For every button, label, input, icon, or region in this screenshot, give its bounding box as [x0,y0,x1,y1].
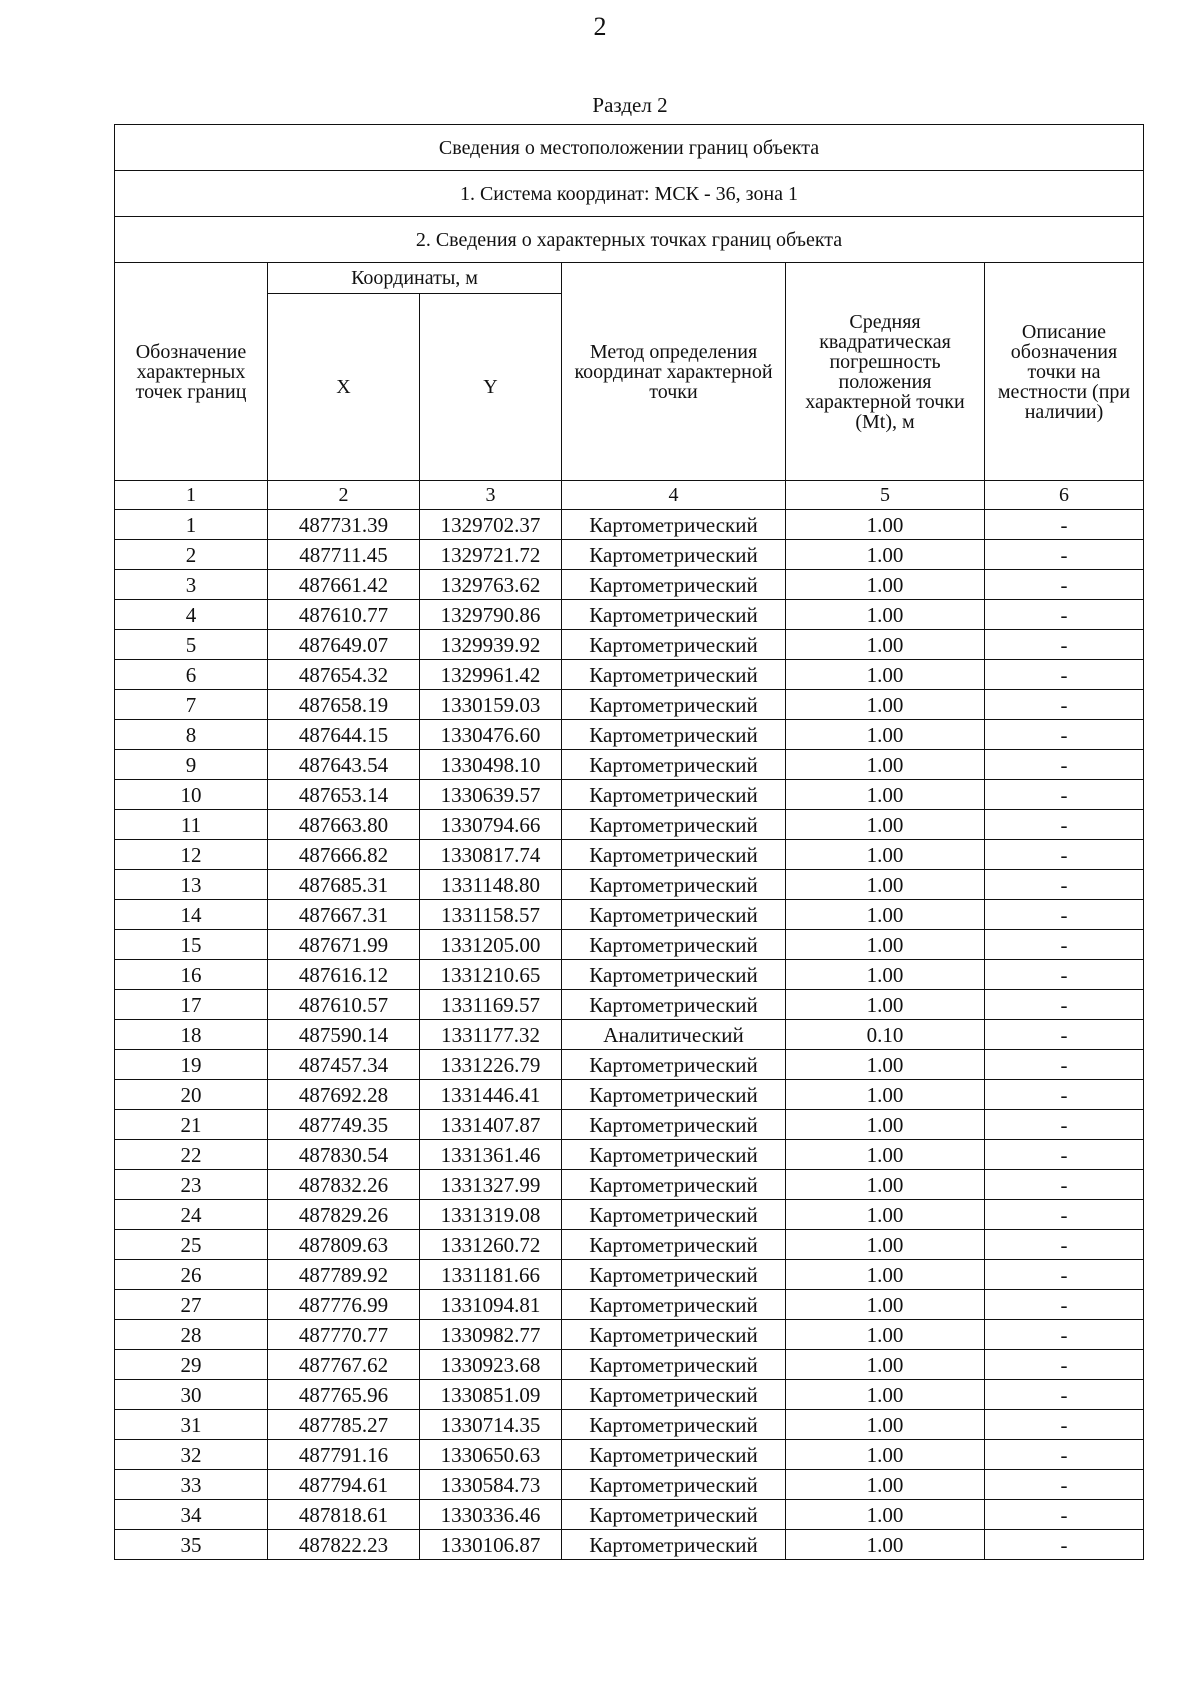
table-row [115,1080,1144,1110]
x-coordinate-cell: 487794.61 [268,1470,420,1500]
x-coordinate-cell: 487610.77 [268,600,420,630]
method-cell: Картометрический [562,1170,786,1200]
x-coordinate-cell: 487770.77 [268,1320,420,1350]
method-cell: Картометрический [562,1380,786,1410]
table-row [115,960,1144,990]
table-row [115,840,1144,870]
description-cell: - [985,780,1144,810]
accuracy-cell: 1.00 [786,570,985,600]
description-cell: - [985,840,1144,870]
method-cell: Картометрический [562,810,786,840]
point-number-cell: 9 [115,750,268,780]
method-cell: Картометрический [562,600,786,630]
y-coordinate-cell: 1330817.74 [420,840,562,870]
table-row [115,570,1144,600]
accuracy-cell: 1.00 [786,720,985,750]
point-number-cell: 30 [115,1380,268,1410]
point-number-cell: 19 [115,1050,268,1080]
accuracy-cell: 1.00 [786,780,985,810]
description-cell: - [985,1110,1144,1140]
accuracy-cell: 1.00 [786,660,985,690]
point-number-cell: 27 [115,1290,268,1320]
x-coordinate-cell: 487692.28 [268,1080,420,1110]
method-cell: Картометрический [562,1500,786,1530]
x-coordinate-cell: 487767.62 [268,1350,420,1380]
section-title: Раздел 2 [592,93,668,117]
description-cell: - [985,510,1144,540]
table-row [115,1350,1144,1380]
x-coordinate-cell: 487830.54 [268,1140,420,1170]
point-number-cell: 17 [115,990,268,1020]
point-number-cell: 3 [115,570,268,600]
header-x: X [268,294,420,481]
x-coordinate-cell: 487791.16 [268,1440,420,1470]
x-coordinate-cell: 487658.19 [268,690,420,720]
method-cell: Картометрический [562,1470,786,1500]
point-number-cell: 4 [115,600,268,630]
table-row [115,600,1144,630]
table-row [115,720,1144,750]
table-row [115,540,1144,570]
table-row [115,900,1144,930]
y-coordinate-cell: 1329702.37 [420,510,562,540]
accuracy-cell: 1.00 [786,960,985,990]
description-cell: - [985,690,1144,720]
description-cell: - [985,1230,1144,1260]
description-cell: - [985,930,1144,960]
method-cell: Картометрический [562,630,786,660]
table-row [115,1530,1144,1560]
method-cell: Картометрический [562,1530,786,1560]
points-section-text: 2. Сведения о характерных точках границ объекта [115,217,1144,263]
description-cell: - [985,1320,1144,1350]
accuracy-cell: 1.00 [786,1260,985,1290]
x-coordinate-cell: 487653.14 [268,780,420,810]
accuracy-cell: 1.00 [786,1500,985,1530]
method-cell: Картометрический [562,1260,786,1290]
column-number: 1 [115,481,268,510]
method-cell: Картометрический [562,750,786,780]
accuracy-cell: 1.00 [786,870,985,900]
x-coordinate-cell: 487822.23 [268,1530,420,1560]
point-number-cell: 16 [115,960,268,990]
x-coordinate-cell: 487685.31 [268,870,420,900]
method-cell: Аналитический [562,1020,786,1050]
method-cell: Картометрический [562,1110,786,1140]
method-cell: Картометрический [562,1050,786,1080]
point-number-cell: 18 [115,1020,268,1050]
y-coordinate-cell: 1329939.92 [420,630,562,660]
description-cell: - [985,1410,1144,1440]
accuracy-cell: 1.00 [786,1380,985,1410]
point-number-cell: 24 [115,1200,268,1230]
description-cell: - [985,1200,1144,1230]
accuracy-cell: 1.00 [786,930,985,960]
table-title: Сведения о местоположении границ объекта [115,125,1144,171]
column-number: 2 [268,481,420,510]
accuracy-cell: 1.00 [786,750,985,780]
description-cell: - [985,1260,1144,1290]
y-coordinate-cell: 1330584.73 [420,1470,562,1500]
x-coordinate-cell: 487785.27 [268,1410,420,1440]
x-coordinate-cell: 487654.32 [268,660,420,690]
y-coordinate-cell: 1331181.66 [420,1260,562,1290]
method-cell: Картометрический [562,1290,786,1320]
coord-system-text: 1. Система координат: МСК - 36, зона 1 [115,171,1144,217]
point-number-cell: 20 [115,1080,268,1110]
method-cell: Картометрический [562,900,786,930]
accuracy-cell: 1.00 [786,1110,985,1140]
accuracy-cell: 1.00 [786,1350,985,1380]
x-coordinate-cell: 487667.31 [268,900,420,930]
x-coordinate-cell: 487643.54 [268,750,420,780]
description-cell: - [985,1380,1144,1410]
method-cell: Картометрический [562,780,786,810]
y-coordinate-cell: 1329721.72 [420,540,562,570]
description-cell: - [985,870,1144,900]
description-cell: - [985,1170,1144,1200]
description-cell: - [985,720,1144,750]
method-cell: Картометрический [562,570,786,600]
x-coordinate-cell: 487818.61 [268,1500,420,1530]
method-cell: Картометрический [562,690,786,720]
point-number-cell: 26 [115,1260,268,1290]
accuracy-cell: 1.00 [786,600,985,630]
point-number-cell: 23 [115,1170,268,1200]
point-number-cell: 10 [115,780,268,810]
coord-system-row [115,171,1144,217]
method-cell: Картометрический [562,1140,786,1170]
accuracy-cell: 0.10 [786,1020,985,1050]
table-row [115,1020,1144,1050]
description-cell: - [985,1080,1144,1110]
y-coordinate-cell: 1330336.46 [420,1500,562,1530]
column-number: 3 [420,481,562,510]
table-row [115,990,1144,1020]
description-cell: - [985,900,1144,930]
x-coordinate-cell: 487649.07 [268,630,420,660]
accuracy-cell: 1.00 [786,1140,985,1170]
table-row [115,1170,1144,1200]
y-coordinate-cell: 1330714.35 [420,1410,562,1440]
point-number-cell: 25 [115,1230,268,1260]
point-number-cell: 34 [115,1500,268,1530]
y-coordinate-cell: 1331361.46 [420,1140,562,1170]
point-number-cell: 13 [115,870,268,900]
header-method: Метод определения координат характерной точки [562,263,786,481]
description-cell: - [985,1140,1144,1170]
description-cell: - [985,540,1144,570]
y-coordinate-cell: 1329790.86 [420,600,562,630]
point-number-cell: 29 [115,1350,268,1380]
point-number-cell: 21 [115,1110,268,1140]
table-row [115,780,1144,810]
y-coordinate-cell: 1331446.41 [420,1080,562,1110]
x-coordinate-cell: 487776.99 [268,1290,420,1320]
column-number: 4 [562,481,786,510]
table-row [115,1410,1144,1440]
description-cell: - [985,990,1144,1020]
description-cell: - [985,1020,1144,1050]
point-number-cell: 14 [115,900,268,930]
y-coordinate-cell: 1331407.87 [420,1110,562,1140]
accuracy-cell: 1.00 [786,1200,985,1230]
table-row [115,750,1144,780]
point-number-cell: 35 [115,1530,268,1560]
x-coordinate-cell: 487711.45 [268,540,420,570]
accuracy-cell: 1.00 [786,840,985,870]
method-cell: Картометрический [562,990,786,1020]
point-number-cell: 28 [115,1320,268,1350]
x-coordinate-cell: 487616.12 [268,960,420,990]
header-accuracy: Средняя квадратическая погрешность положения характерной точки (Mt), м [786,263,985,481]
table-row [115,1380,1144,1410]
x-coordinate-cell: 487666.82 [268,840,420,870]
y-coordinate-cell: 1330498.10 [420,750,562,780]
x-coordinate-cell: 487644.15 [268,720,420,750]
table-row [115,1110,1144,1140]
point-number-cell: 6 [115,660,268,690]
header-row-1 [115,263,1144,294]
y-coordinate-cell: 1331177.32 [420,1020,562,1050]
point-number-cell: 33 [115,1470,268,1500]
x-coordinate-cell: 487663.80 [268,810,420,840]
accuracy-cell: 1.00 [786,1320,985,1350]
y-coordinate-cell: 1330982.77 [420,1320,562,1350]
header-coords: Координаты, м [268,263,562,294]
y-coordinate-cell: 1330159.03 [420,690,562,720]
table-row [115,1440,1144,1470]
boundary-points-table [114,124,1144,1560]
table-row [115,1320,1144,1350]
x-coordinate-cell: 487749.35 [268,1110,420,1140]
y-coordinate-cell: 1330639.57 [420,780,562,810]
x-coordinate-cell: 487457.34 [268,1050,420,1080]
table-row [115,870,1144,900]
point-number-cell: 2 [115,540,268,570]
accuracy-cell: 1.00 [786,1410,985,1440]
accuracy-cell: 1.00 [786,810,985,840]
x-coordinate-cell: 487590.14 [268,1020,420,1050]
description-cell: - [985,750,1144,780]
table-title-row [115,125,1144,171]
method-cell: Картометрический [562,1410,786,1440]
description-cell: - [985,630,1144,660]
point-number-cell: 8 [115,720,268,750]
table-row [115,1230,1144,1260]
table-row [115,810,1144,840]
y-coordinate-cell: 1330851.09 [420,1380,562,1410]
table-row [115,1200,1144,1230]
table-row [115,1140,1144,1170]
description-cell: - [985,600,1144,630]
point-number-cell: 12 [115,840,268,870]
accuracy-cell: 1.00 [786,1290,985,1320]
accuracy-cell: 1.00 [786,1170,985,1200]
table-row [115,1500,1144,1530]
table-row [115,930,1144,960]
y-coordinate-cell: 1331205.00 [420,930,562,960]
y-coordinate-cell: 1331327.99 [420,1170,562,1200]
accuracy-cell: 1.00 [786,1440,985,1470]
y-coordinate-cell: 1331148.80 [420,870,562,900]
point-number-cell: 32 [115,1440,268,1470]
description-cell: - [985,660,1144,690]
description-cell: - [985,1530,1144,1560]
method-cell: Картометрический [562,930,786,960]
column-number: 5 [786,481,985,510]
accuracy-cell: 1.00 [786,990,985,1020]
description-cell: - [985,810,1144,840]
method-cell: Картометрический [562,1080,786,1110]
x-coordinate-cell: 487731.39 [268,510,420,540]
column-number-row [115,481,1144,510]
y-coordinate-cell: 1331210.65 [420,960,562,990]
accuracy-cell: 1.00 [786,510,985,540]
y-coordinate-cell: 1331226.79 [420,1050,562,1080]
method-cell: Картометрический [562,840,786,870]
table-row [115,1290,1144,1320]
description-cell: - [985,1500,1144,1530]
point-number-cell: 11 [115,810,268,840]
table-row [115,510,1144,540]
table-row [115,690,1144,720]
description-cell: - [985,1470,1144,1500]
method-cell: Картометрический [562,660,786,690]
x-coordinate-cell: 487765.96 [268,1380,420,1410]
method-cell: Картометрический [562,1440,786,1470]
method-cell: Картометрический [562,1230,786,1260]
table-row [115,630,1144,660]
y-coordinate-cell: 1331158.57 [420,900,562,930]
accuracy-cell: 1.00 [786,630,985,660]
y-coordinate-cell: 1329763.62 [420,570,562,600]
description-cell: - [985,570,1144,600]
y-coordinate-cell: 1330650.63 [420,1440,562,1470]
x-coordinate-cell: 487671.99 [268,930,420,960]
accuracy-cell: 1.00 [786,1050,985,1080]
accuracy-cell: 1.00 [786,1470,985,1500]
table-row [115,660,1144,690]
method-cell: Картометрический [562,510,786,540]
method-cell: Картометрический [562,540,786,570]
header-description: Описание обозначения точки на местности (при наличии) [985,263,1144,481]
column-number: 6 [985,481,1144,510]
x-coordinate-cell: 487832.26 [268,1170,420,1200]
table-row [115,1260,1144,1290]
x-coordinate-cell: 487809.63 [268,1230,420,1260]
description-cell: - [985,1350,1144,1380]
point-number-cell: 5 [115,630,268,660]
y-coordinate-cell: 1330476.60 [420,720,562,750]
method-cell: Картометрический [562,1200,786,1230]
header-y: Y [420,294,562,481]
method-cell: Картометрический [562,1350,786,1380]
y-coordinate-cell: 1331094.81 [420,1290,562,1320]
point-number-cell: 22 [115,1140,268,1170]
accuracy-cell: 1.00 [786,1230,985,1260]
y-coordinate-cell: 1331260.72 [420,1230,562,1260]
method-cell: Картометрический [562,960,786,990]
x-coordinate-cell: 487829.26 [268,1200,420,1230]
accuracy-cell: 1.00 [786,1530,985,1560]
point-number-cell: 1 [115,510,268,540]
description-cell: - [985,1440,1144,1470]
point-number-cell: 15 [115,930,268,960]
accuracy-cell: 1.00 [786,1080,985,1110]
x-coordinate-cell: 487789.92 [268,1260,420,1290]
y-coordinate-cell: 1330923.68 [420,1350,562,1380]
header-point: Обозначение характерных точек границ [115,263,268,481]
method-cell: Картометрический [562,870,786,900]
y-coordinate-cell: 1329961.42 [420,660,562,690]
accuracy-cell: 1.00 [786,540,985,570]
description-cell: - [985,1290,1144,1320]
accuracy-cell: 1.00 [786,690,985,720]
description-cell: - [985,1050,1144,1080]
accuracy-cell: 1.00 [786,900,985,930]
table-row [115,1050,1144,1080]
method-cell: Картометрический [562,1320,786,1350]
description-cell: - [985,960,1144,990]
y-coordinate-cell: 1330794.66 [420,810,562,840]
y-coordinate-cell: 1331169.57 [420,990,562,1020]
x-coordinate-cell: 487610.57 [268,990,420,1020]
points-section-row [115,217,1144,263]
y-coordinate-cell: 1331319.08 [420,1200,562,1230]
point-number-cell: 7 [115,690,268,720]
point-number-cell: 31 [115,1410,268,1440]
y-coordinate-cell: 1330106.87 [420,1530,562,1560]
method-cell: Картометрический [562,720,786,750]
x-coordinate-cell: 487661.42 [268,570,420,600]
page-number: 2 [593,12,607,41]
table-row [115,1470,1144,1500]
